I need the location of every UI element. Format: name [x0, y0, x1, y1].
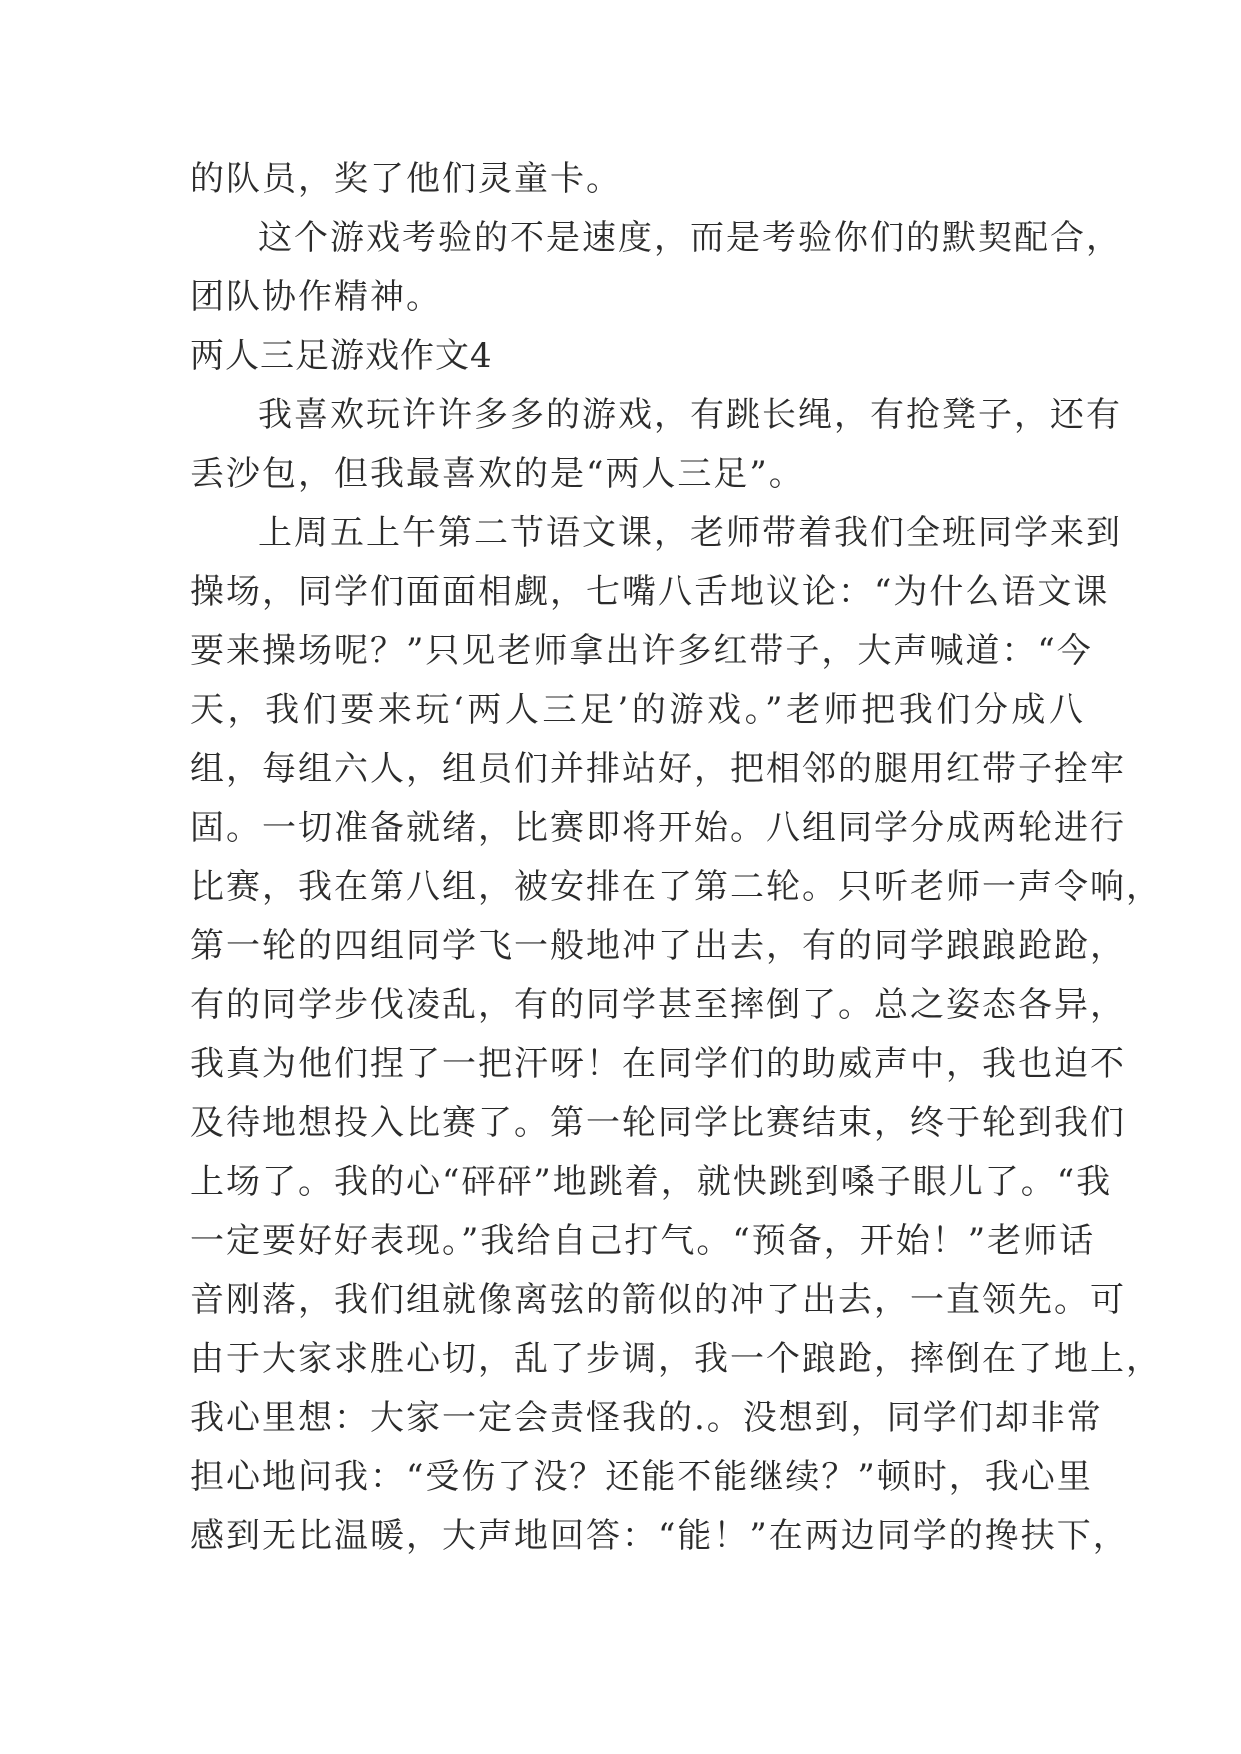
paragraph-line: 第一轮的四组同学飞一般地冲了出去，有的同学踉踉跄跄，	[190, 926, 1126, 966]
paragraph-line: 操场，同学们面面相觑，七嘴八舌地议论：“为什么语文课	[190, 572, 1110, 612]
paragraph-line: 组，每组六人，组员们并排站好，把相邻的腿用红带子拴牢	[190, 749, 1126, 789]
paragraph-line: 上场了。我的心“砰砰”地跳着，就快跳到嗓子眼儿了。“我	[190, 1162, 1113, 1202]
paragraph-line: 感到无比温暖，大声地回答：“能！”在两边同学的搀扶下，	[190, 1516, 1129, 1556]
paragraph-line: 及待地想投入比赛了。第一轮同学比赛结束，终于轮到我们	[190, 1103, 1126, 1143]
paragraph-line: 由于大家求胜心切，乱了步调，我一个踉跄，摔倒在了地上，	[190, 1339, 1162, 1379]
paragraph-line: 比赛，我在第八组，被安排在了第二轮。只听老师一声令响，	[190, 867, 1162, 907]
paragraph-line: 固。一切准备就绪，比赛即将开始。八组同学分成两轮进行	[190, 808, 1126, 848]
paragraph-line: 丢沙包，但我最喜欢的是“两人三足”。	[190, 454, 805, 494]
paragraph-line: 上周五上午第二节语文课，老师带着我们全班同学来到	[258, 513, 1122, 553]
paragraph-line: 我心里想：大家一定会责怪我的.。没想到，同学们却非常	[190, 1398, 1103, 1438]
paragraph-line: 有的同学步伐凌乱，有的同学甚至摔倒了。总之姿态各异，	[190, 985, 1126, 1025]
paragraph-line: 天，我们要来玩‘两人三足’的游戏。”老师把我们分成八	[190, 690, 1085, 730]
section-heading: 两人三足游戏作文4	[190, 336, 493, 376]
paragraph-line: 的队员，奖了他们灵童卡。	[190, 159, 622, 199]
paragraph-line: 团队协作精神。	[190, 277, 442, 317]
paragraph-line: 音刚落，我们组就像离弦的箭似的冲了出去，一直领先。可	[190, 1280, 1126, 1320]
paragraph-line: 要来操场呢？”只见老师拿出许多红带子，大声喊道：“今	[190, 631, 1093, 671]
paragraph-line: 这个游戏考验的不是速度，而是考验你们的默契配合，	[258, 218, 1122, 258]
paragraph-line: 我真为他们捏了一把汗呀！在同学们的助威声中，我也迫不	[190, 1044, 1126, 1084]
paragraph-line: 一定要好好表现。”我给自己打气。“预备，开始！”老师话	[190, 1221, 1096, 1261]
paragraph-line: 我喜欢玩许许多多的游戏，有跳长绳，有抢凳子，还有	[258, 395, 1122, 435]
article-body	[190, 150, 1162, 1566]
paragraph-line: 担心地问我：“受伤了没？还能不能继续？”顿时，我心里	[190, 1457, 1093, 1497]
